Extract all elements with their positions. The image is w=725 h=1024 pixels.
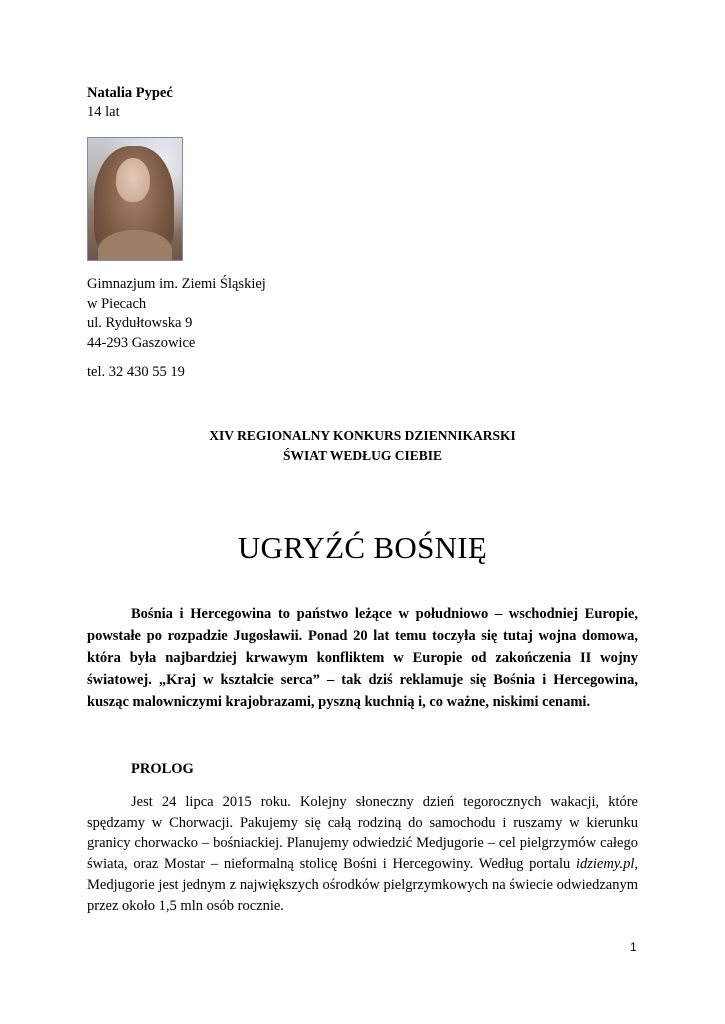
school-name: Gimnazjum im. Ziemi Śląskiej — [87, 276, 266, 292]
author-name: Natalia Pypeć — [87, 85, 173, 101]
article-lead: Bośnia i Hercegowina to państwo leżące w południowo – wschodniej Europie, powstałe po rozpadzie Jugosławii. Ponad 20 lat temu toczyła się tutaj wojna domowa, która była najbardziej krwawym konfliktem w Europie od zakończenia II wojny światowej. „Kraj w kształcie serca” – tak dziś reklamuje się Bośnia i Hercegowina, kusząc malowniczymi krajobrazami, pyszną kuchnią i, co ważne, niskimi cenami. — [87, 606, 638, 710]
school-location: w Piecach — [87, 295, 147, 312]
contest-theme: ŚWIAT WEDŁUG CIEBIE — [282, 448, 443, 463]
page-number: 1 — [630, 940, 637, 954]
body-text-part1: Jest 24 lipca 2015 roku. Kolejny słoneczny dzień tegorocznych wakacji, które spędzamy w Chorwacji. Pakujemy się całą rodziną do samochodu i ruszamy w kierunku granicy chorwacko – bośniackiej. Planujemy odwiedzić Medjugorie – cel pielgrzymów całego świata, oraz Mostar – nieformalną stolicę Bośni i Hercegowiny. Według portalu — [87, 794, 638, 873]
school-postal: 44-293 Gaszowice — [87, 334, 196, 351]
body-paragraph — [87, 792, 638, 916]
contest-name: XIV REGIONALNY KONKURS DZIENNIKARSKI — [209, 428, 516, 443]
author-photo — [87, 137, 183, 261]
school-street: ul. Rydułtowska 9 — [87, 315, 193, 331]
school-phone: tel. 32 430 55 19 — [87, 364, 185, 380]
body-text-part2: , Medjugorie jest jednym z największych ośrodków pielgrzymkowych na świecie odwiedzanym przez około 1,5 mln osób rocznie. — [87, 856, 638, 914]
article-title: UGRYŹĆ BOŚNIĘ — [237, 530, 488, 565]
contest-heading — [0, 426, 725, 466]
author-block — [87, 84, 173, 122]
portal-name: idziemy.pl — [575, 856, 635, 873]
author-age: 14 lat — [87, 104, 120, 120]
school-address — [87, 275, 266, 353]
section-heading: PROLOG — [131, 761, 194, 777]
